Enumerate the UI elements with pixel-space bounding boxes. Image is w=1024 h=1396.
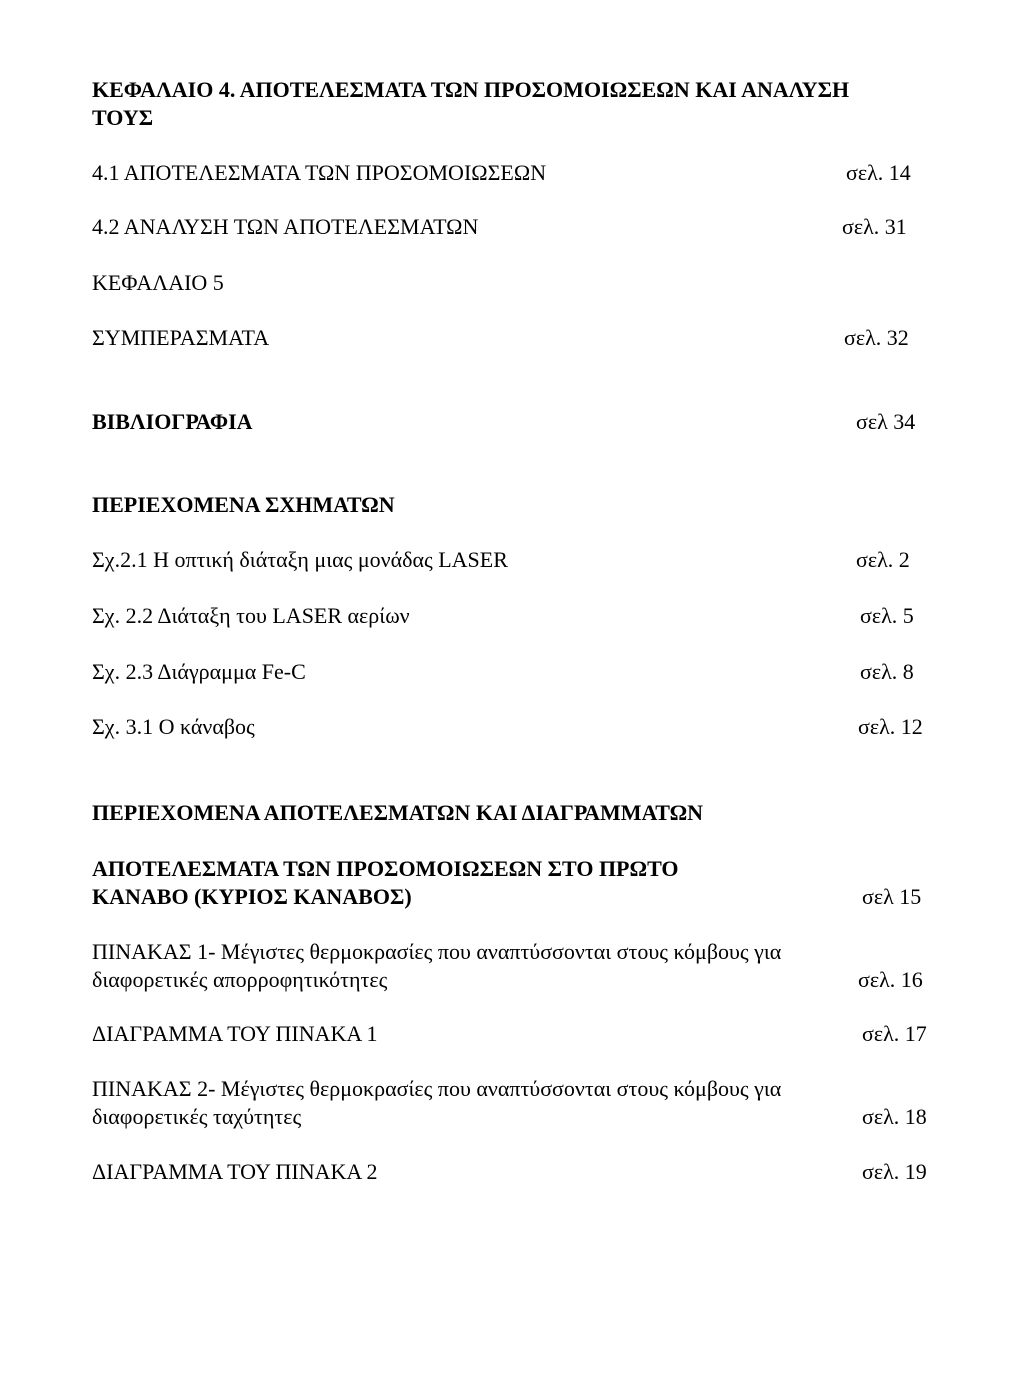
- grid-entry-page: σελ 15: [862, 884, 922, 909]
- toc-entry-title: 4.2 ΑΝΑΛΥΣΗ ΤΩΝ ΑΠΟΤΕΛΕΣΜΑΤΩΝ: [92, 214, 479, 239]
- bibliography-page: σελ 34: [856, 409, 916, 434]
- chapter4-heading-line1: ΚΕΦΑΛΑΙΟ 4. ΑΠΟΤΕΛΕΣΜΑΤΑ ΤΩΝ ΠΡΟΣΟΜΟΙΩΣΕΩΝ ΚΑΙ ΑΝΑΛΥΣΗ: [92, 77, 850, 102]
- results-heading: ΠΕΡΙΕΧΟΜΕΝΑ ΑΠΟΤΕΛΕΣΜΑΤΩΝ ΚΑΙ ΔΙΑΓΡΑΜΜΑΤΩΝ: [92, 800, 704, 825]
- table1-line1: ΠΙΝΑΚΑΣ 1- Μέγιστες θερμοκρασίες που αναπτύσσονται στους κόμβους για: [92, 939, 782, 964]
- figures-heading: ΠΕΡΙΕΧΟΜΕΝΑ ΣΧΗΜΑΤΩΝ: [92, 492, 395, 517]
- table2-line1: ΠΙΝΑΚΑΣ 2- Μέγιστες θερμοκρασίες που αναπτύσσονται στους κόμβους για: [92, 1076, 782, 1101]
- diagram2-page: σελ. 19: [862, 1159, 927, 1184]
- toc-entry-title: 4.1 ΑΠΟΤΕΛΕΣΜΑΤΑ ΤΩΝ ΠΡΟΣΟΜΟΙΩΣΕΩΝ: [92, 160, 547, 185]
- table1-line2: διαφορετικές απορροφητικότητες: [92, 967, 388, 992]
- toc-entry-page: σελ. 31: [842, 214, 907, 239]
- figure-entry-page: σελ. 12: [858, 714, 923, 739]
- diagram2-title: ΔΙΑΓΡΑΜΜΑ ΤΟΥ ΠΙΝΑΚΑ 2: [92, 1159, 378, 1184]
- toc-entry-page: σελ. 14: [846, 160, 911, 185]
- chapter5-heading: ΚΕΦΑΛΑΙΟ 5: [92, 270, 224, 295]
- figure-entry-title: Σχ.2.1 Η οπτική διάταξη μιας μονάδας LASER: [92, 547, 508, 572]
- figure-entry-title: Σχ. 2.2 Διάταξη του LASER αερίων: [92, 603, 410, 628]
- grid-entry-line2: ΚΑΝΑΒΟ (ΚΥΡΙΟΣ ΚΑΝΑΒΟΣ): [92, 884, 412, 909]
- table2-page: σελ. 18: [862, 1104, 927, 1129]
- grid-entry-line1: ΑΠΟΤΕΛΕΣΜΑΤΑ ΤΩΝ ΠΡΟΣΟΜΟΙΩΣΕΩΝ ΣΤΟ ΠΡΩΤΟ: [92, 856, 679, 881]
- diagram1-title: ΔΙΑΓΡΑΜΜΑ ΤΟΥ ΠΙΝΑΚΑ 1: [92, 1021, 378, 1046]
- figure-entry-title: Σχ. 2.3 Διάγραμμα Fe-C: [92, 659, 306, 684]
- toc-entry-title: ΣΥΜΠΕΡΑΣΜΑΤΑ: [92, 325, 270, 350]
- table1-page: σελ. 16: [858, 967, 923, 992]
- bibliography-title: ΒΙΒΛΙΟΓΡΑΦΙΑ: [92, 409, 253, 434]
- figure-entry-page: σελ. 2: [856, 547, 910, 572]
- toc-entry-page: σελ. 32: [844, 325, 909, 350]
- figure-entry-page: σελ. 8: [860, 659, 914, 684]
- chapter4-heading-line2: ΤΟΥΣ: [92, 105, 154, 130]
- table2-line2: διαφορετικές ταχύτητες: [92, 1104, 302, 1129]
- diagram1-page: σελ. 17: [862, 1021, 927, 1046]
- figure-entry-page: σελ. 5: [860, 603, 914, 628]
- figure-entry-title: Σχ. 3.1 Ο κάναβος: [92, 714, 255, 739]
